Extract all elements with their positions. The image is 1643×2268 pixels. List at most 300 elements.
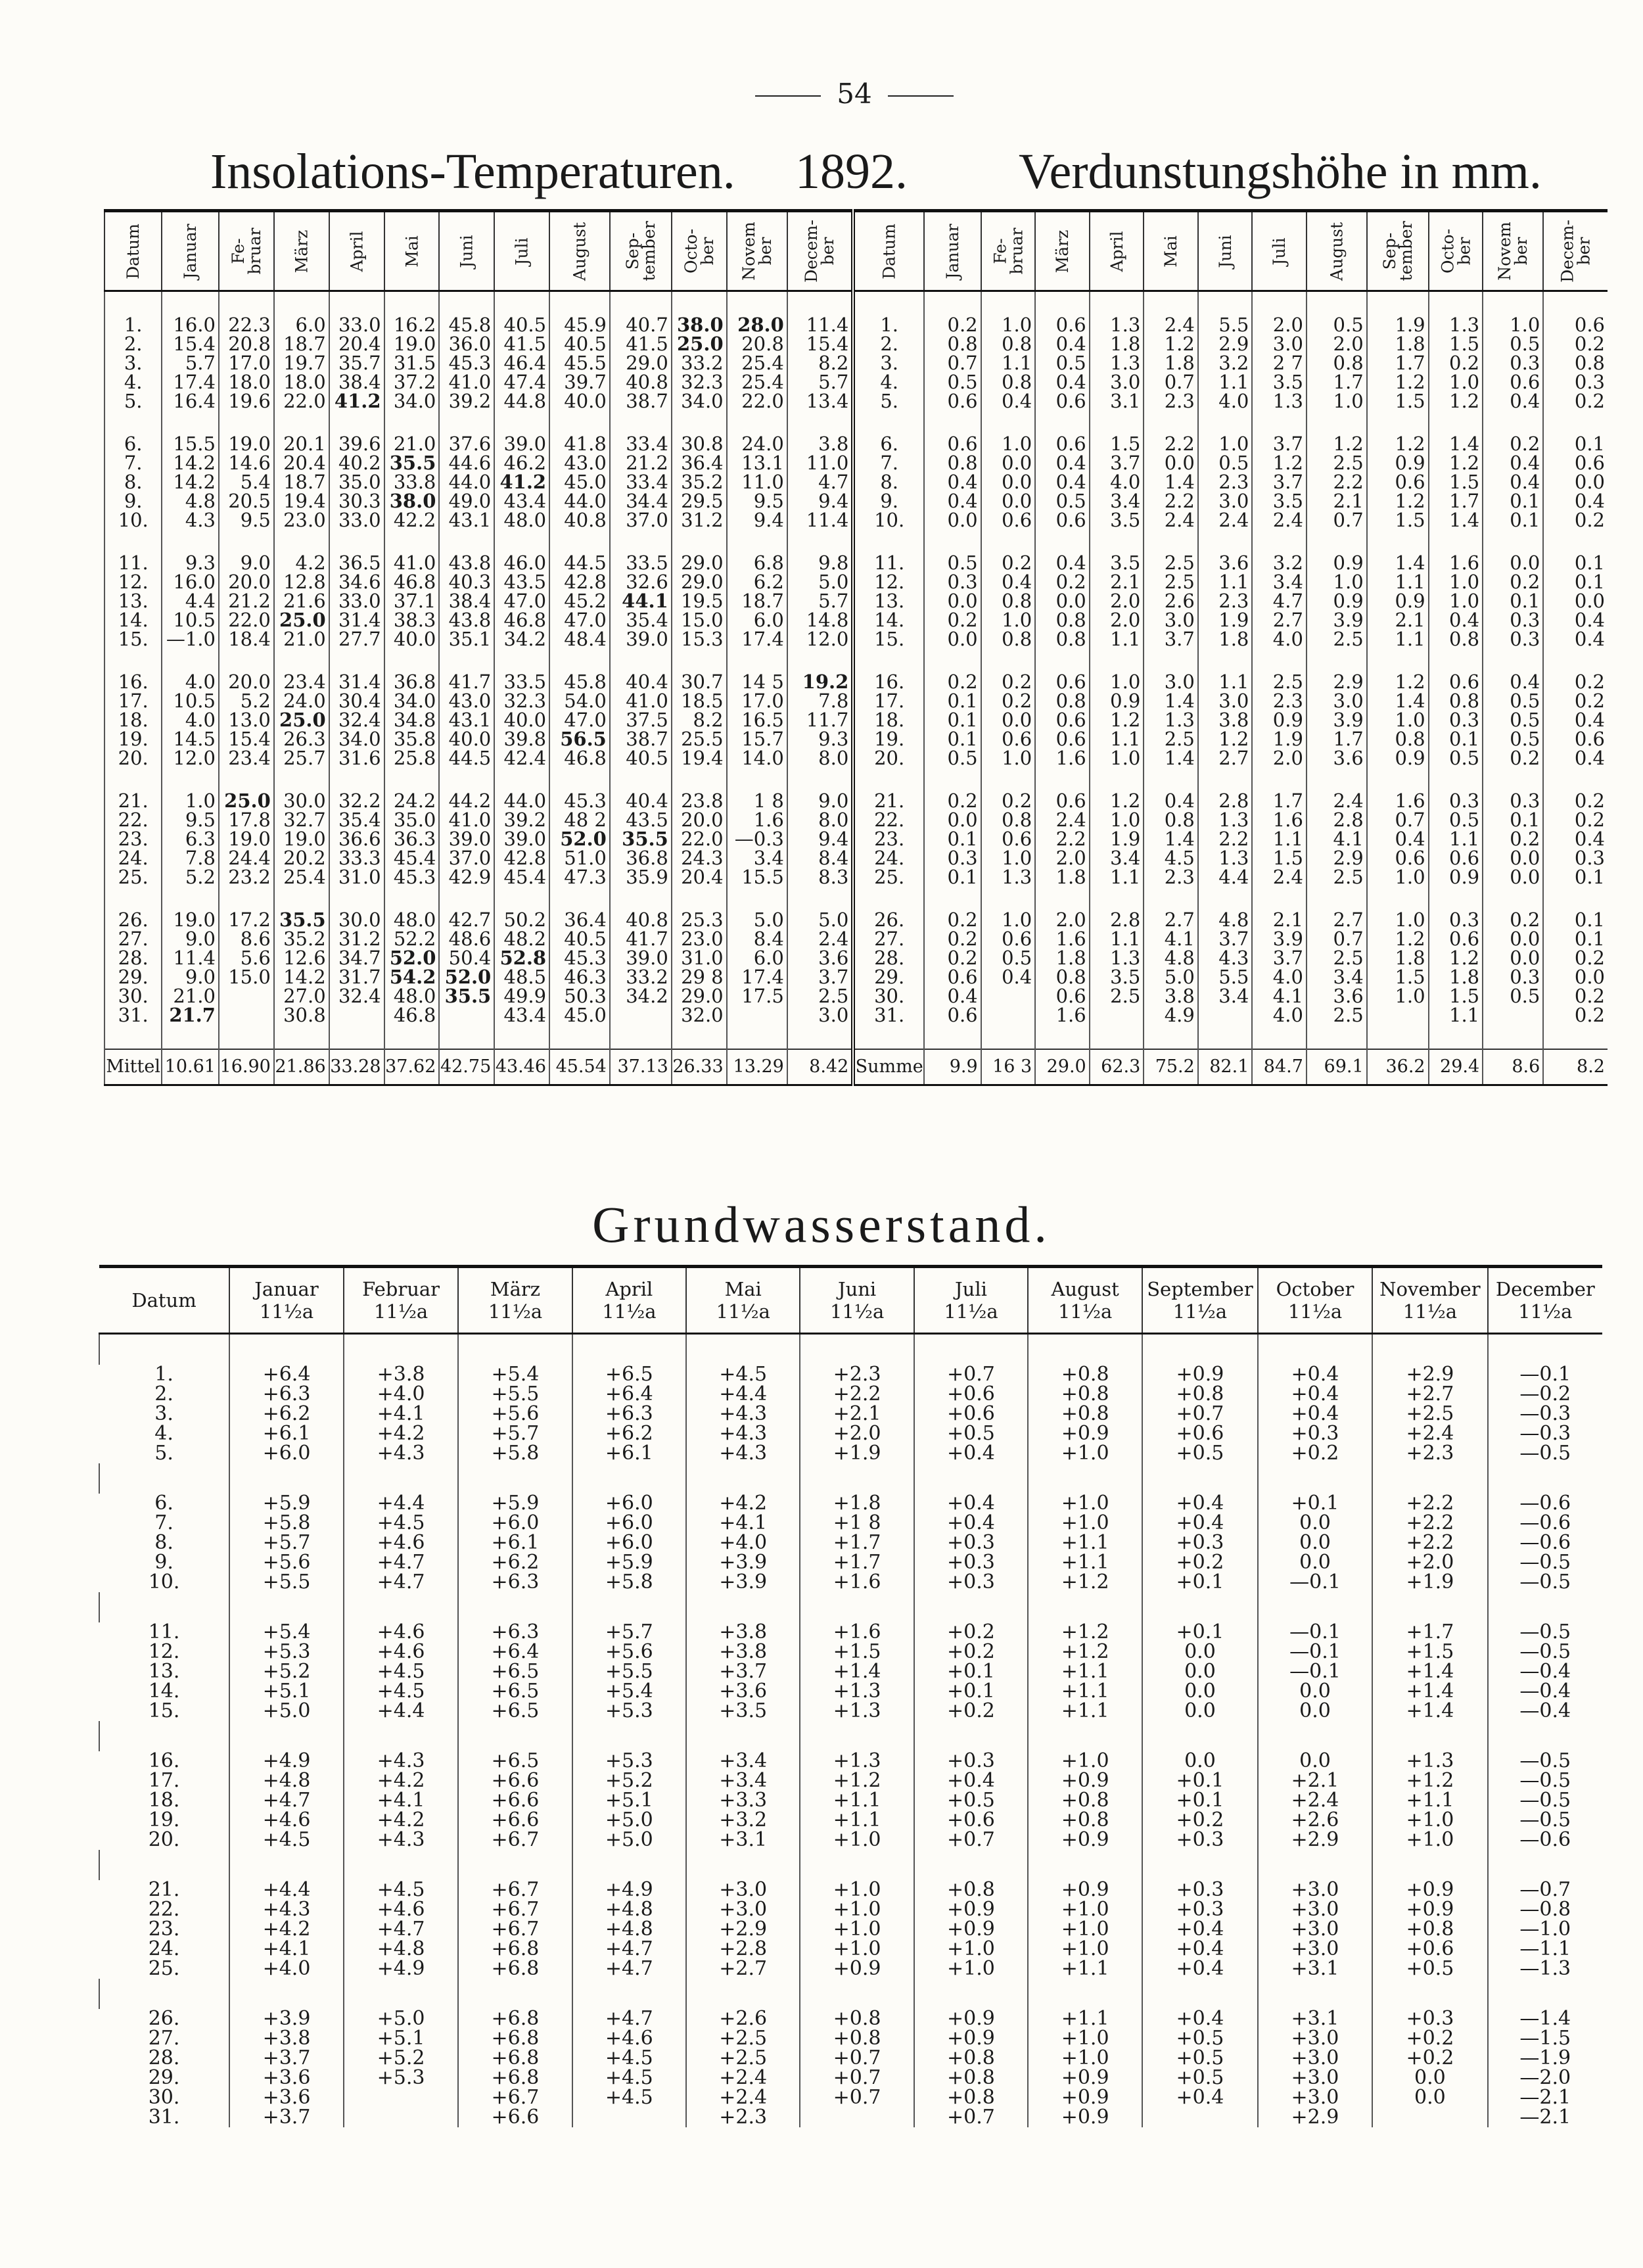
groundwater-cell: +2.7: [686, 1959, 800, 1979]
spacer-cell: [229, 1850, 344, 1880]
evaporation-cell: 1.2: [1429, 949, 1483, 968]
groundwater-cell: +4.9: [572, 1880, 686, 1900]
evaporation-cell: 0.4: [924, 987, 981, 1006]
groundwater-cell: +4.5: [572, 2088, 686, 2108]
evaporation-cell: 0.2: [924, 930, 981, 949]
spacer-cell: [610, 887, 672, 910]
evaporation-cell: 1.8: [1367, 949, 1429, 968]
insolation-cell: 4.4: [162, 592, 219, 611]
insolation-cell: 41.5: [610, 335, 672, 354]
evaporation-cell: 0.0: [981, 473, 1036, 492]
evaporation-cell: 1.4: [1429, 435, 1483, 454]
insolation-cell: 48.4: [549, 630, 610, 649]
insolation-cell: 14.2: [162, 454, 219, 473]
spacer-cell: [344, 1979, 458, 2009]
spacer-cell: [229, 1721, 344, 1751]
insolation-cell: 52.0: [439, 968, 494, 987]
insolation-cell: 52.2: [384, 930, 440, 949]
spacer-cell: [800, 1850, 914, 1880]
spacer-row: [104, 649, 1608, 673]
evaporation-cell: 2.7: [1252, 611, 1307, 630]
insolation-cell: 36.4: [549, 910, 610, 930]
insolation-cell: 9.3: [162, 554, 219, 573]
insolation-cell: 40.8: [610, 373, 672, 392]
spacer-cell: [1367, 1025, 1429, 1049]
spacer-cell: [686, 1721, 800, 1751]
insolation-cell: 47.0: [549, 711, 610, 730]
insolation-cell: 43.0: [439, 692, 494, 711]
evaporation-cell: 0.6: [1035, 511, 1090, 530]
evaporation-date-header-text: Datum: [879, 223, 899, 279]
insolation-cell: 30.8: [672, 435, 727, 454]
groundwater-cell: +0.3: [914, 1572, 1028, 1592]
evaporation-cell: 0.4: [1483, 454, 1543, 473]
evaporation-cell: 0.2: [924, 673, 981, 692]
spacer-row: [99, 1592, 1602, 1622]
evaporation-cell: 2.2: [1144, 492, 1198, 511]
groundwater-cell: +6.6: [458, 2108, 572, 2127]
insolation-cell: 44.5: [549, 554, 610, 573]
groundwater-cell: 0.0: [1142, 1701, 1258, 1721]
groundwater-cell: +0.3: [1142, 1830, 1258, 1850]
insolation-cell: 35.4: [610, 611, 672, 630]
spacer-cell: [219, 291, 274, 316]
evaporation-cell: 0.1: [1543, 554, 1608, 573]
groundwater-cell: +0.6: [914, 1810, 1028, 1830]
groundwater-table: [99, 1265, 1602, 2127]
insolation-cell: 41.0: [610, 692, 672, 711]
groundwater-cell: +5.0: [572, 1810, 686, 1830]
table-row: [104, 968, 1608, 987]
date-cell: 26.: [148, 2007, 180, 2030]
groundwater-cell: +1.6: [800, 1622, 914, 1642]
spacer-cell: [229, 1979, 344, 2009]
insolation-month-header: [549, 211, 610, 291]
table-row: [104, 791, 1608, 811]
insolation-cell: 22.0: [727, 392, 787, 411]
table-row: [99, 2108, 1602, 2127]
spacer-cell: [1543, 768, 1608, 791]
groundwater-cell: —0.1: [1258, 1642, 1372, 1662]
insolation-cell: 37.0: [610, 511, 672, 530]
spacer-cell: [162, 411, 219, 435]
spacer-cell: [672, 291, 727, 316]
insolation-cell: 35.4: [329, 811, 384, 830]
spacer-cell: [1429, 1025, 1483, 1049]
insolation-cell: 11.4: [162, 949, 219, 968]
evaporation-cell: 1.4: [1144, 749, 1198, 768]
spacer-cell: [99, 1334, 229, 1365]
spacer-cell: [1367, 768, 1429, 791]
insolation-cell: 17.4: [727, 630, 787, 649]
evaporation-cell: 0.1: [1483, 511, 1543, 530]
groundwater-cell: +0.3: [1142, 1880, 1258, 1900]
spacer-cell: [1142, 1592, 1258, 1622]
groundwater-cell: +6.2: [572, 1424, 686, 1444]
groundwater-cell: +0.3: [1142, 1533, 1258, 1553]
month-name: Juni: [837, 1278, 877, 1300]
evaporation-cell: 0.1: [924, 830, 981, 849]
insolation-cell: 32.2: [329, 791, 384, 811]
insolation-month-header-text: Juli: [512, 237, 532, 266]
evaporation-cell: 0.4: [1035, 454, 1090, 473]
evaporation-cell: 0.6: [1429, 930, 1483, 949]
evaporation-cell: 3.5: [1252, 492, 1307, 511]
evaporation-cell: 0.8: [1429, 630, 1483, 649]
groundwater-cell: +1.2: [1028, 1642, 1142, 1662]
evaporation-cell: 0.4: [981, 392, 1036, 411]
spacer-cell: [1090, 768, 1144, 791]
groundwater-cell: +0.8: [1372, 1920, 1487, 1939]
evaporation-cell: 2.5: [1144, 573, 1198, 592]
insolation-cell: 43.0: [549, 454, 610, 473]
insolation-cell: 35.1: [439, 630, 494, 649]
evaporation-cell: 1.4: [1144, 692, 1198, 711]
insolation-cell: 24.0: [274, 692, 329, 711]
groundwater-cell: +0.4: [1142, 1513, 1258, 1533]
groundwater-cell: +5.4: [572, 1682, 686, 1701]
date-cell: 18.: [148, 1789, 180, 1812]
evaporation-cell: 4.0: [1252, 1006, 1307, 1025]
evaporation-cell: 1.7: [1307, 373, 1367, 392]
summe-cell: 62.3: [1090, 1049, 1144, 1085]
insolation-cell: 18.0: [219, 373, 274, 392]
evaporation-cell: 3.6: [1307, 987, 1367, 1006]
evaporation-cell: 0.4: [981, 573, 1036, 592]
spacer-cell: [914, 1592, 1028, 1622]
evaporation-cell: 1.0: [1090, 749, 1144, 768]
groundwater-cell: +6.0: [229, 1444, 344, 1463]
table-row: [99, 1424, 1602, 1444]
evaporation-cell: 0.2: [981, 673, 1036, 692]
insolation-cell: 19.5: [672, 592, 727, 611]
evaporation-cell: 1.2: [1144, 335, 1198, 354]
groundwater-cell: +5.6: [572, 1642, 686, 1662]
evaporation-cell: 2.5: [1307, 454, 1367, 473]
groundwater-cell: +0.4: [914, 1513, 1028, 1533]
evaporation-cell: 1.5: [1429, 987, 1483, 1006]
groundwater-cell: +3.0: [1258, 1939, 1372, 1959]
evaporation-cell: 0.6: [1367, 473, 1429, 492]
evaporation-month-header-text: Fe- bruar: [990, 227, 1026, 275]
evaporation-cell: 0.3: [1543, 849, 1608, 868]
groundwater-cell: —0.3: [1488, 1404, 1602, 1424]
evaporation-cell: 2.1: [1252, 910, 1307, 930]
insolation-cell: 33.2: [672, 354, 727, 373]
groundwater-cell: +0.2: [1142, 1553, 1258, 1572]
groundwater-cell: +0.8: [800, 2029, 914, 2048]
insolation-cell: 54.2: [384, 968, 440, 987]
mittel-cell: 8.42: [787, 1049, 853, 1085]
groundwater-cell: +1.0: [800, 1880, 914, 1900]
insolation-cell: 33.3: [329, 849, 384, 868]
groundwater-cell: +2.0: [1372, 1553, 1487, 1572]
insolation-month-header: [787, 211, 853, 291]
spacer-cell: [1429, 411, 1483, 435]
groundwater-cell: +0.9: [1028, 1830, 1142, 1850]
evaporation-cell: 3.4: [1090, 492, 1144, 511]
insolation-cell: 20.0: [219, 673, 274, 692]
evaporation-cell: 1.5: [1367, 392, 1429, 411]
groundwater-cell: +4.6: [229, 1810, 344, 1830]
date-cell: 25.: [853, 868, 924, 887]
table-row: [104, 316, 1608, 335]
evaporation-cell: [1090, 1006, 1144, 1025]
groundwater-cell: +6.8: [458, 2048, 572, 2068]
evaporation-cell: 0.6: [1035, 435, 1090, 454]
groundwater-cell: +4.4: [229, 1880, 344, 1900]
evaporation-cell: 1.0: [1090, 811, 1144, 830]
evaporation-cell: 3.5: [1090, 511, 1144, 530]
date-cell: 15.: [104, 630, 162, 649]
groundwater-cell: —0.6: [1488, 1494, 1602, 1513]
table-row: [104, 573, 1608, 592]
groundwater-cell: +4.7: [229, 1791, 344, 1810]
evaporation-cell: 0.5: [1035, 354, 1090, 373]
groundwater-cell: +5.9: [458, 1494, 572, 1513]
evaporation-cell: 0.2: [1035, 573, 1090, 592]
evaporation-cell: 0.6: [1429, 849, 1483, 868]
spacer-cell: [384, 411, 440, 435]
table-row: [99, 1494, 1602, 1513]
insolation-cell: 39.6: [329, 435, 384, 454]
spacer-cell: [727, 768, 787, 791]
insolation-cell: 49.0: [439, 492, 494, 511]
evaporation-cell: 0.2: [1483, 830, 1543, 849]
groundwater-cell: 0.0: [1258, 1533, 1372, 1553]
groundwater-cell: 0.0: [1258, 1751, 1372, 1771]
groundwater-cell: +6.4: [229, 1365, 344, 1384]
insolation-cell: 42.8: [494, 849, 549, 868]
insolation-cell: 44.0: [549, 492, 610, 511]
groundwater-cell: +1.2: [1028, 1622, 1142, 1642]
groundwater-cell: +5.6: [458, 1404, 572, 1424]
spacer-cell: [1035, 768, 1090, 791]
date-cell: 7.: [853, 454, 924, 473]
mittel-cell: 33.28: [329, 1049, 384, 1085]
groundwater-cell: +0.1: [1142, 1572, 1258, 1592]
evaporation-cell: 2.4: [1144, 511, 1198, 530]
insolation-cell: 33.2: [610, 968, 672, 987]
date-cell: 19.: [853, 730, 924, 749]
insolation-cell: 30.8: [274, 1006, 329, 1025]
date-cell: 11.: [148, 1620, 180, 1643]
spacer-cell: [344, 1850, 458, 1880]
groundwater-cell: +3.7: [686, 1662, 800, 1682]
evaporation-cell: 0.0: [924, 511, 981, 530]
spacer-row: [99, 1463, 1602, 1494]
spacer-cell: [1252, 768, 1307, 791]
evaporation-cell: 0.8: [1035, 611, 1090, 630]
spacer-cell: [924, 1025, 981, 1049]
table-row: [104, 392, 1608, 411]
groundwater-cell: +2.2: [1372, 1513, 1487, 1533]
groundwater-cell: +2.3: [686, 2108, 800, 2127]
month-name: Januar: [254, 1278, 319, 1300]
insolation-date-header: [104, 211, 162, 291]
evaporation-cell: 1.3: [1090, 949, 1144, 968]
spacer-cell: [1198, 649, 1253, 673]
spacer-cell: [572, 1850, 686, 1880]
evaporation-cell: 2.9: [1307, 673, 1367, 692]
groundwater-cell: +3.8: [686, 1622, 800, 1642]
insolation-cell: 35.5: [610, 830, 672, 849]
spacer-cell: [458, 1463, 572, 1494]
evaporation-cell: 0.8: [924, 335, 981, 354]
groundwater-cell: +0.4: [1142, 2088, 1258, 2108]
spacer-cell: [439, 291, 494, 316]
spacer-cell: [1144, 411, 1198, 435]
groundwater-cell: +6.0: [458, 1513, 572, 1533]
insolation-cell: 27.7: [329, 630, 384, 649]
evaporation-cell: 0.3: [1483, 791, 1543, 811]
spacer-cell: [384, 1025, 440, 1049]
spacer-cell: [672, 768, 727, 791]
groundwater-cell: +3.8: [344, 1365, 458, 1384]
groundwater-month-header: [1028, 1267, 1142, 1334]
date-cell: 12.: [853, 573, 924, 592]
evaporation-cell: 0.5: [1483, 335, 1543, 354]
spacer-cell: [439, 411, 494, 435]
evaporation-cell: 0.4: [1483, 673, 1543, 692]
groundwater-cell: +0.4: [914, 1444, 1028, 1463]
insolation-cell: 50.3: [549, 987, 610, 1006]
insolation-cell: 14 5: [727, 673, 787, 692]
evaporation-cell: 0.2: [1543, 949, 1608, 968]
date-cell: 6.: [853, 435, 924, 454]
insolation-cell: 22.0: [274, 392, 329, 411]
insolation-cell: 25.4: [727, 354, 787, 373]
evaporation-cell: 1.0: [981, 435, 1036, 454]
insolation-cell: 40.5: [610, 749, 672, 768]
evaporation-cell: 3.5: [1252, 373, 1307, 392]
evaporation-cell: 2.8: [1307, 811, 1367, 830]
groundwater-cell: +2.9: [1372, 1365, 1487, 1384]
insolation-cell: 19.0: [219, 830, 274, 849]
groundwater-cell: +4.4: [344, 1494, 458, 1513]
insolation-cell: 46.3: [549, 968, 610, 987]
spacer-cell: [104, 1025, 162, 1049]
table-row: [104, 592, 1608, 611]
evaporation-cell: 1.9: [1252, 730, 1307, 749]
insolation-cell: 6.8: [727, 554, 787, 573]
date-cell: 11.: [853, 554, 924, 573]
spacer-cell: [914, 1721, 1028, 1751]
evaporation-cell: 2.4: [1252, 511, 1307, 530]
evaporation-cell: 0.4: [1483, 473, 1543, 492]
table-row: [104, 730, 1608, 749]
insolation-cell: 40.0: [439, 730, 494, 749]
evaporation-cell: 2.5: [1252, 673, 1307, 692]
groundwater-cell: —0.4: [1488, 1701, 1602, 1721]
insolation-cell: 5.4: [219, 473, 274, 492]
insolation-cell: 18.7: [274, 473, 329, 492]
spacer-cell: [924, 768, 981, 791]
groundwater-cell: +4.5: [344, 1513, 458, 1533]
insolation-cell: 3.4: [727, 849, 787, 868]
groundwater-cell: +6.5: [458, 1701, 572, 1721]
date-cell: 5.: [104, 392, 162, 411]
groundwater-cell: —1.0: [1488, 1920, 1602, 1939]
evaporation-cell: 0.4: [1035, 554, 1090, 573]
groundwater-cell: +1.5: [1372, 1642, 1487, 1662]
hour-label: 11½a: [1172, 1300, 1228, 1323]
spacer-cell: [800, 1463, 914, 1494]
insolation-cell: 17.8: [219, 811, 274, 830]
insolation-cell: 32.0: [672, 1006, 727, 1025]
insolation-cell: 46.8: [549, 749, 610, 768]
evaporation-cell: 0.6: [1035, 392, 1090, 411]
groundwater-cell: +5.3: [572, 1751, 686, 1771]
date-cell: 19.: [104, 730, 162, 749]
evaporation-cell: 0.5: [924, 554, 981, 573]
evaporation-cell: [981, 1006, 1036, 1025]
insolation-cell: 3.6: [787, 949, 853, 968]
insolation-cell: 5.0: [787, 573, 853, 592]
insolation-cell: —0.3: [727, 830, 787, 849]
groundwater-cell: —1.1: [1488, 1939, 1602, 1959]
summe-cell: 29.4: [1429, 1049, 1483, 1085]
evaporation-cell: 1.9: [1198, 611, 1253, 630]
groundwater-cell: +0.6: [1142, 1424, 1258, 1444]
spacer-cell: [1483, 649, 1543, 673]
groundwater-cell: —0.5: [1488, 1810, 1602, 1830]
summe-cell: 36.2: [1367, 1049, 1429, 1085]
groundwater-cell: +1.5: [800, 1642, 914, 1662]
groundwater-cell: +0.8: [800, 2009, 914, 2029]
groundwater-cell: +1.0: [1028, 2048, 1142, 2068]
evaporation-cell: 0.5: [1198, 454, 1253, 473]
groundwater-cell: +4.1: [686, 1513, 800, 1533]
insolation-cell: 43.4: [494, 492, 549, 511]
insolation-cell: 25.4: [727, 373, 787, 392]
evaporation-date-header: [853, 211, 924, 291]
groundwater-cell: +6.8: [458, 2009, 572, 2029]
spacer-cell: [274, 887, 329, 910]
table-row: [104, 611, 1608, 630]
evaporation-cell: 0.3: [1429, 711, 1483, 730]
evaporation-cell: 1.0: [1429, 592, 1483, 611]
spacer-cell: [853, 649, 924, 673]
date-cell: 16.: [853, 673, 924, 692]
insolation-cell: 9.5: [219, 511, 274, 530]
spacer-cell: [853, 530, 924, 554]
groundwater-cell: 0.0: [1258, 1701, 1372, 1721]
date-cell: 31.: [148, 2106, 180, 2129]
evaporation-cell: 3.4: [1090, 849, 1144, 868]
spacer-cell: [99, 1850, 229, 1880]
groundwater-month-header: [458, 1267, 572, 1334]
evaporation-cell: 4.0: [1198, 392, 1253, 411]
summe-cell: 75.2: [1144, 1049, 1198, 1085]
date-cell: 23.: [853, 830, 924, 849]
insolation-cell: 15.5: [162, 435, 219, 454]
groundwater-cell: +0.9: [1028, 1880, 1142, 1900]
insolation-cell: 9.4: [727, 511, 787, 530]
evaporation-cell: 0.4: [1035, 373, 1090, 392]
spacer-cell: [439, 530, 494, 554]
spacer-cell: [1035, 530, 1090, 554]
groundwater-cell: +0.1: [914, 1662, 1028, 1682]
insolation-cell: 37.5: [610, 711, 672, 730]
groundwater-cell: —0.6: [1488, 1830, 1602, 1850]
groundwater-month-header: [1488, 1267, 1602, 1334]
spacer-cell: [219, 530, 274, 554]
groundwater-cell: +4.0: [229, 1959, 344, 1979]
insolation-cell: 49.9: [494, 987, 549, 1006]
insolation-cell: 20.8: [219, 335, 274, 354]
insolation-cell: 50.4: [439, 949, 494, 968]
